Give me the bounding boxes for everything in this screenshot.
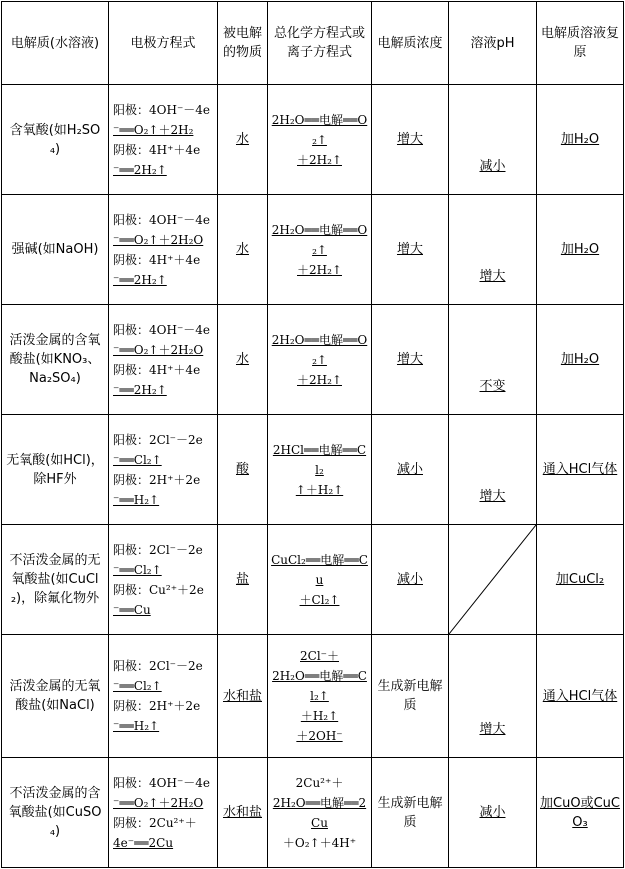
equation-line: ＋2OH⁻ xyxy=(296,729,343,743)
equation-line: ＋Cl₂↑ xyxy=(299,592,340,607)
electrolyte-cell: 强碱(如NaOH) xyxy=(2,195,109,305)
substance-cell: 水和盐 xyxy=(218,635,268,758)
cathode-line: 阴极：4H⁺＋4e xyxy=(113,142,201,157)
equation-line: ＋2H₂↑ xyxy=(297,372,342,387)
substance-cell: 水和盐 xyxy=(218,758,268,868)
cathode-line-cont: ⁻══H₂↑ xyxy=(113,719,160,733)
equation-line: CuCl₂══电解══Cu xyxy=(271,552,368,587)
equation-line: ＋H₂↑ xyxy=(300,709,339,723)
equation-line: 2H₂O══电解══O₂↑ xyxy=(271,222,368,257)
anode-line: 阳极：4OH⁻－4e xyxy=(113,212,211,227)
concentration-cell: 减小 xyxy=(372,415,449,525)
ph-cell: 增大 xyxy=(449,635,537,758)
anode-line-cont: ⁻══O₂↑＋2H₂ xyxy=(113,122,194,137)
cathode-line: 阴极：2H⁺＋2e xyxy=(113,472,201,487)
concentration-cell: 增大 xyxy=(372,305,449,415)
equation-line: ＋O₂↑＋4H⁺ xyxy=(282,835,357,850)
header-ph: 溶液pH xyxy=(449,2,537,85)
equation-line: 2HCl══电解══Cl₂ xyxy=(272,442,367,477)
electrolysis-table xyxy=(1,1,623,867)
equation-line: 2Cu²⁺＋ xyxy=(295,775,344,790)
total-equation-cell xyxy=(268,525,372,635)
ph-cell: 增大 xyxy=(449,415,537,525)
total-equation-cell xyxy=(268,195,372,305)
substance-cell: 盐 xyxy=(218,525,268,635)
cathode-line: 阴极：2Cu²⁺＋ xyxy=(113,815,197,830)
ph-cell-empty xyxy=(449,525,537,635)
electrolyte-cell: 活泼金属的无氧酸盐(如NaCl) xyxy=(2,635,109,758)
total-equation-cell xyxy=(268,415,372,525)
concentration-cell: 减小 xyxy=(372,525,449,635)
cathode-line: 阴极：Cu²⁺＋2e xyxy=(113,582,204,597)
substance-cell: 水 xyxy=(218,305,268,415)
diagonal-line xyxy=(449,525,536,634)
restore-cell: 加CuO或CuCO₃ xyxy=(537,758,624,868)
electrode-equation-cell xyxy=(109,635,218,758)
header-electrolyzed-substance: 被电解的物质 xyxy=(218,2,268,85)
anode-line-cont: ⁻══O₂↑＋2H₂O xyxy=(113,795,204,810)
restore-cell: 加H₂O xyxy=(537,195,624,305)
table-row xyxy=(2,415,624,525)
restore-cell: 通入HCl气体 xyxy=(537,415,624,525)
cathode-line-cont: ⁻══2H₂↑ xyxy=(113,162,167,177)
cathode-line: 阴极：4H⁺＋4e xyxy=(113,362,201,377)
substance-cell: 酸 xyxy=(218,415,268,525)
total-equation-cell xyxy=(268,635,372,758)
anode-line: 阳极：4OH⁻－4e xyxy=(113,102,211,117)
ph-cell: 减小 xyxy=(449,85,537,195)
anode-line: 阳极：4OH⁻－4e xyxy=(113,775,211,790)
anode-line: 阳极：2Cl⁻－2e xyxy=(113,659,203,673)
ph-cell: 不变 xyxy=(449,305,537,415)
header-restore: 电解质溶液复原 xyxy=(537,2,624,85)
cathode-line-cont: ⁻══H₂↑ xyxy=(113,492,160,507)
table-row xyxy=(2,85,624,195)
restore-cell: 加H₂O xyxy=(537,305,624,415)
equation-line: ↑＋H₂↑ xyxy=(295,482,344,497)
anode-line: 阳极：4OH⁻－4e xyxy=(113,322,211,337)
anode-line: 阳极：2Cl⁻－2e xyxy=(113,542,203,557)
electrode-equation-cell xyxy=(109,525,218,635)
table-row xyxy=(2,305,624,415)
equation-line: 2Cl⁻＋ xyxy=(300,649,339,663)
cathode-line-cont: 4e⁻══2Cu xyxy=(113,835,174,850)
electrolyte-cell: 不活泼金属的无氧酸盐(如CuCl₂)，除氟化物外 xyxy=(2,525,109,635)
electrolyte-cell: 不活泼金属的含氧酸盐(如CuSO₄) xyxy=(2,758,109,868)
total-equation-cell xyxy=(268,85,372,195)
substance-cell: 水 xyxy=(218,85,268,195)
ph-cell: 增大 xyxy=(449,195,537,305)
cathode-line-cont: ⁻══2H₂↑ xyxy=(113,382,167,397)
header-electrolyte: 电解质(水溶液) xyxy=(2,2,109,85)
restore-cell: 加H₂O xyxy=(537,85,624,195)
table-row xyxy=(2,525,624,635)
header-electrode-equation: 电极方程式 xyxy=(109,2,218,85)
equation-line: 2H₂O══电解══2Cu xyxy=(272,795,367,830)
equation-line: 2H₂O══电解══O₂↑ xyxy=(271,332,368,367)
total-equation-cell xyxy=(268,758,372,868)
concentration-cell: 增大 xyxy=(372,85,449,195)
table-row xyxy=(2,758,624,868)
cathode-line: 阴极：2H⁺＋2e xyxy=(113,699,201,713)
concentration-cell: 生成新电解质 xyxy=(372,635,449,758)
equation-line: ＋2H₂↑ xyxy=(297,262,342,277)
anode-line-cont: ⁻══Cl₂↑ xyxy=(113,562,162,577)
concentration-cell: 增大 xyxy=(372,195,449,305)
header-row xyxy=(2,2,624,85)
restore-cell: 通入HCl气体 xyxy=(537,635,624,758)
ph-cell: 减小 xyxy=(449,758,537,868)
anode-line-cont: ⁻══Cl₂↑ xyxy=(113,452,162,467)
electrolyte-cell: 活泼金属的含氧酸盐(如KNO₃、Na₂SO₄) xyxy=(2,305,109,415)
anode-line-cont: ⁻══Cl₂↑ xyxy=(113,679,162,693)
equation-line: ＋2H₂↑ xyxy=(297,152,342,167)
anode-line: 阳极：2Cl⁻－2e xyxy=(113,432,203,447)
cathode-line: 阴极：4H⁺＋4e xyxy=(113,252,201,267)
header-concentration: 电解质浓度 xyxy=(372,2,449,85)
total-equation-cell xyxy=(268,305,372,415)
electrode-equation-cell xyxy=(109,415,218,525)
electrode-equation-cell xyxy=(109,195,218,305)
table-row xyxy=(2,195,624,305)
table-row xyxy=(2,635,624,758)
electrode-equation-cell xyxy=(109,305,218,415)
electrode-equation-cell xyxy=(109,85,218,195)
anode-line-cont: ⁻══O₂↑＋2H₂O xyxy=(113,232,204,247)
electrolyte-cell: 无氧酸(如HCl)，除HF外 xyxy=(2,415,109,525)
equation-line: 2H₂O══电解══O₂↑ xyxy=(271,112,368,147)
electrode-equation-cell xyxy=(109,758,218,868)
electrolyte-cell: 含氧酸(如H₂SO₄) xyxy=(2,85,109,195)
header-total-equation: 总化学方程式或离子方程式 xyxy=(268,2,372,85)
cathode-line-cont: ⁻══2H₂↑ xyxy=(113,272,167,287)
concentration-cell: 生成新电解质 xyxy=(372,758,449,868)
equation-line: 2H₂O══电解══Cl₂↑ xyxy=(272,669,367,703)
substance-cell: 水 xyxy=(218,195,268,305)
anode-line-cont: ⁻══O₂↑＋2H₂O xyxy=(113,342,204,357)
cathode-line-cont: ⁻══Cu xyxy=(113,602,151,617)
restore-cell: 加CuCl₂ xyxy=(537,525,624,635)
